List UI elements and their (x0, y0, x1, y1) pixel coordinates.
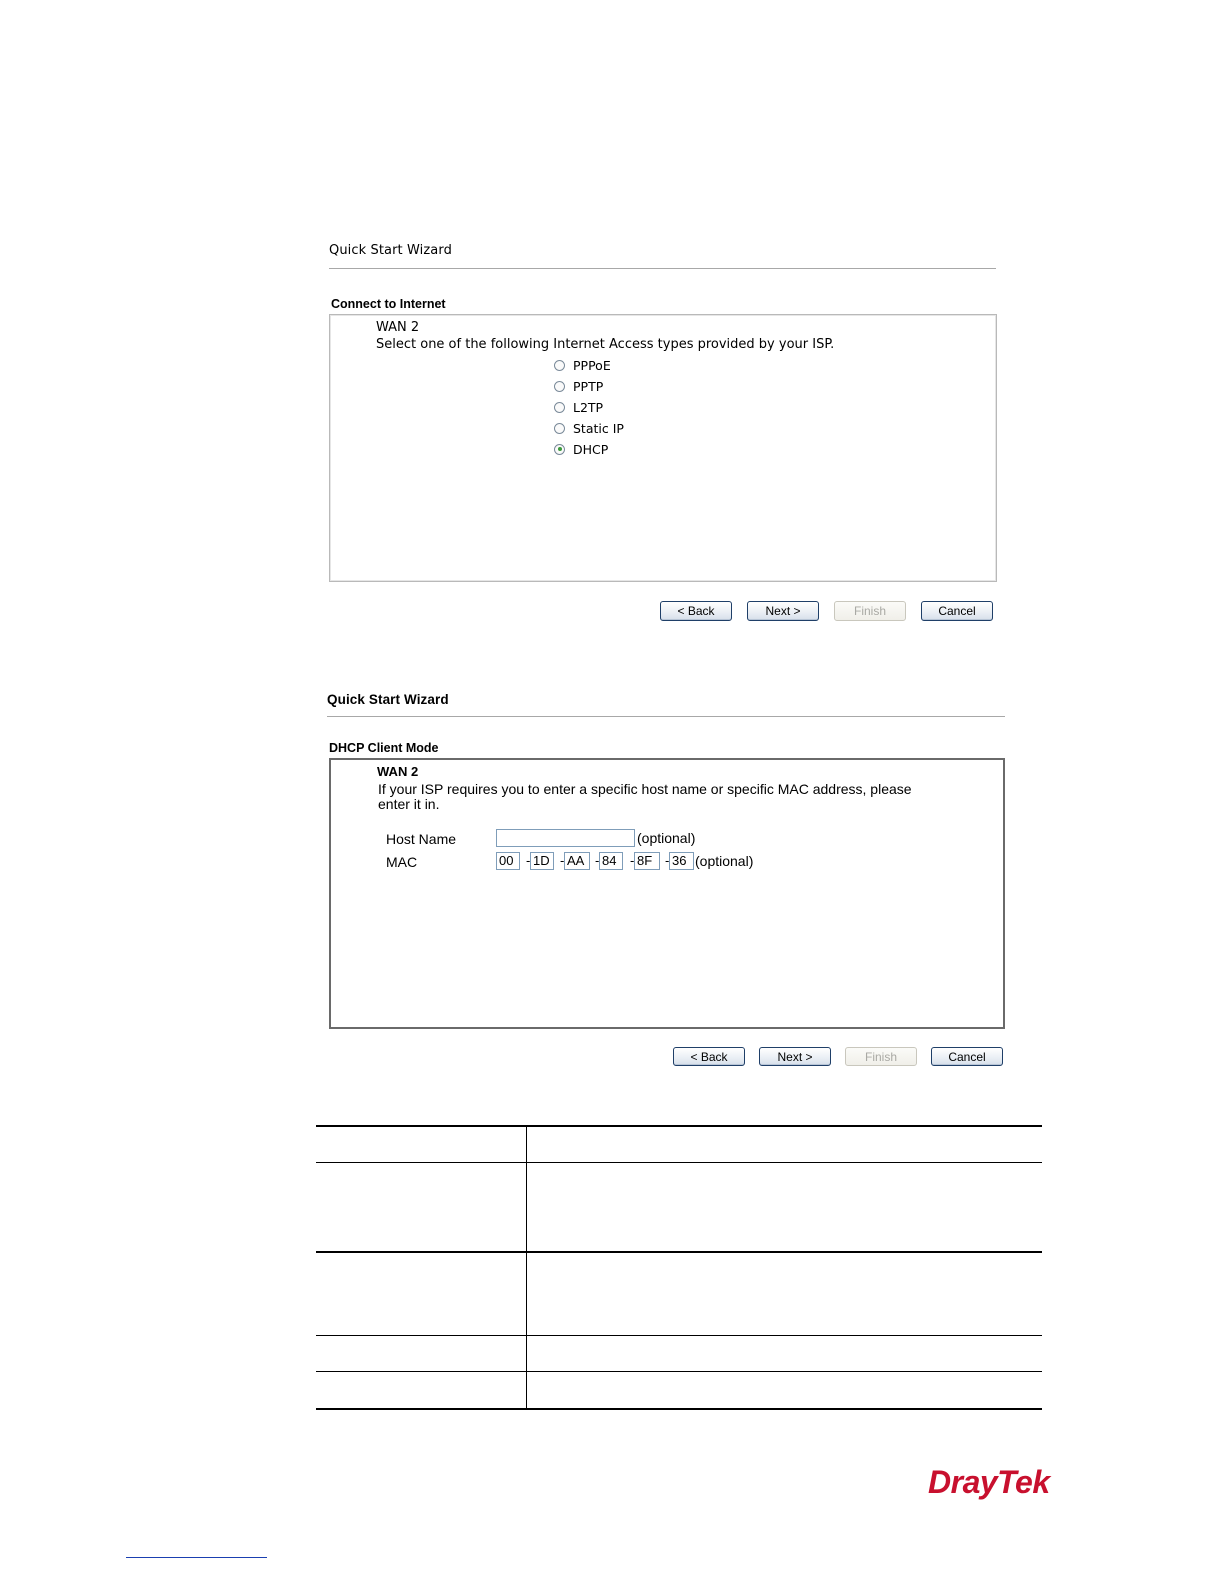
mac-octet-5-input[interactable]: 8F (634, 852, 660, 870)
radio-option-pptp[interactable] (554, 377, 624, 395)
wizard2-section-title: DHCP Client Mode (329, 741, 439, 755)
cancel-button[interactable]: Cancel (921, 601, 993, 621)
table-row-divider (316, 1371, 1042, 1372)
back-button[interactable]: < Back (673, 1047, 745, 1066)
mac-separator: - (526, 853, 531, 868)
cancel-button[interactable]: Cancel (931, 1047, 1003, 1066)
table-row-divider (316, 1251, 1042, 1253)
instruction-line-2: enter it in. (378, 796, 440, 812)
table-bottom-border (316, 1408, 1042, 1410)
mac-octet-1-input[interactable]: 00 (496, 852, 520, 870)
radio-label: PPPoE (573, 357, 611, 373)
wizard1-title: Quick Start Wizard (329, 243, 452, 258)
radio-button[interactable] (554, 360, 565, 371)
finish-button[interactable]: Finish (834, 601, 906, 621)
radio-option-dhcp[interactable] (554, 440, 624, 458)
table-row-divider (316, 1162, 1042, 1163)
wan-label: WAN 2 (376, 320, 420, 335)
next-button[interactable]: Next > (759, 1047, 831, 1066)
mac-separator: - (630, 853, 635, 868)
finish-button[interactable]: Finish (845, 1047, 917, 1066)
host-name-hint: (optional) (637, 830, 696, 846)
mac-separator: - (665, 853, 670, 868)
mac-hint: (optional) (695, 853, 754, 869)
radio-option-static-ip[interactable] (554, 419, 624, 437)
radio-label: PPTP (573, 378, 604, 394)
host-name-label: Host Name (386, 831, 457, 847)
radio-label: L2TP (573, 399, 604, 415)
radio-option-l2tp[interactable] (554, 398, 624, 416)
radio-option-pppoe[interactable] (554, 356, 624, 374)
mac-separator: - (595, 853, 600, 868)
mac-octet-4-input[interactable]: 84 (599, 852, 623, 870)
wizard2-panel (329, 758, 1005, 1029)
mac-label: MAC (386, 854, 418, 870)
mac-octet-2-input[interactable]: 1D (530, 852, 554, 870)
draytek-logo: DrayTek (928, 1464, 1050, 1500)
radio-button-checked[interactable] (554, 444, 565, 455)
radio-label: DHCP (573, 441, 609, 457)
wizard1-panel (329, 314, 997, 582)
host-name-input[interactable] (496, 829, 635, 847)
mac-separator: - (560, 853, 565, 868)
wizard1-section-title: Connect to Internet (331, 297, 446, 311)
access-type-group (554, 356, 624, 458)
instruction-text: Select one of the following Internet Access types provided by your ISP. (376, 337, 835, 352)
instruction-line-1: If your ISP requires you to enter a specific host name or specific MAC address, please (378, 781, 912, 797)
footer-link-underline (126, 1557, 267, 1558)
next-button[interactable]: Next > (747, 601, 819, 621)
radio-label: Static IP (573, 420, 624, 436)
table-top-border (316, 1125, 1042, 1127)
back-button[interactable]: < Back (660, 601, 732, 621)
mac-octet-6-input[interactable]: 36 (669, 852, 694, 870)
wan-label: WAN 2 (377, 764, 419, 779)
wizard1-divider (329, 268, 996, 269)
radio-button[interactable] (554, 381, 565, 392)
table-column-divider (526, 1125, 527, 1410)
mac-octet-3-input[interactable]: AA (564, 852, 590, 870)
radio-button[interactable] (554, 423, 565, 434)
wizard2-title: Quick Start Wizard (327, 692, 449, 707)
radio-button[interactable] (554, 402, 565, 413)
wizard2-divider (327, 716, 1005, 717)
table-row-divider (316, 1335, 1042, 1336)
